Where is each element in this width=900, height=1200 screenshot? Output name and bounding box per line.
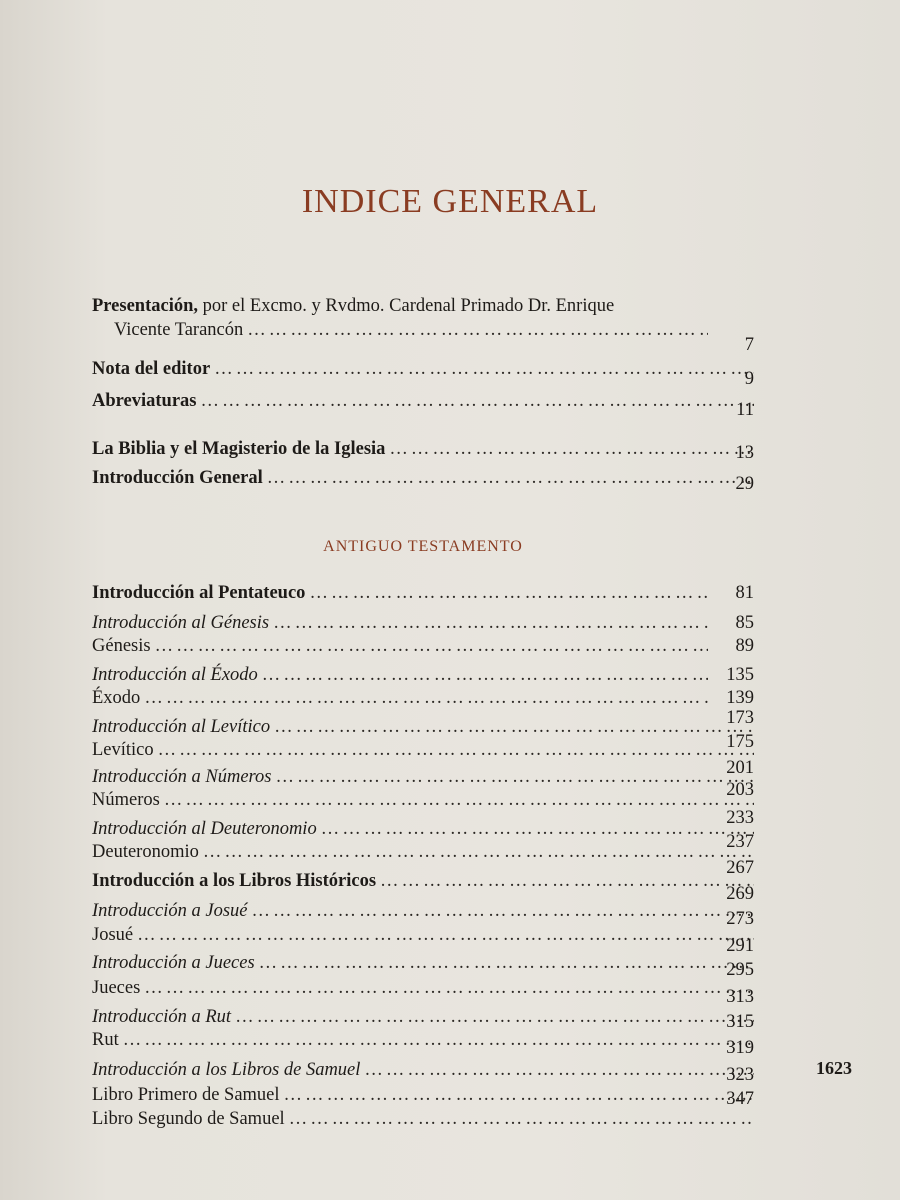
entry-label: La Biblia y el Magisterio de la Iglesia: [92, 439, 386, 459]
leader-dots: [389, 437, 754, 461]
page-number: 295: [726, 960, 754, 980]
toc-entry: [92, 466, 754, 490]
entry-label: Introducción a Rut: [92, 1007, 232, 1027]
entry-label: Introducción General: [92, 468, 263, 488]
toc-entry-presentation: [92, 294, 754, 318]
page-number: 89: [735, 636, 754, 656]
page-number: 291: [726, 936, 754, 956]
entry-label: Introducción al Levítico: [92, 717, 271, 737]
toc-page-row: [92, 1036, 754, 1060]
toc-presentation-page: [92, 333, 754, 357]
section-heading: ANTIGUO TESTAMENTO: [323, 538, 523, 555]
page-number: 347: [726, 1089, 754, 1109]
entry-label: Introducción a los Libros Históricos: [92, 871, 377, 891]
page-number: 11: [736, 400, 754, 420]
entry-label: Introducción al Éxodo: [92, 665, 258, 685]
page-number: 319: [726, 1038, 754, 1058]
entry-label: Introducción a Jueces: [92, 953, 255, 973]
page-number: 81: [735, 583, 754, 603]
leader-dots: [262, 663, 708, 687]
entry-label: Introducción a Josué: [92, 901, 248, 921]
toc-entry: [92, 663, 754, 687]
page-number: 273: [726, 909, 754, 929]
entry-label: Jueces: [92, 978, 141, 998]
page-number: 315: [726, 1012, 754, 1032]
page-number: 9: [744, 369, 754, 389]
page-number: 237: [726, 832, 754, 852]
leader-dots: [214, 357, 754, 381]
presentation-line1: por el Excmo. y Rvdmo. Cardenal Primado Dr. Enrique: [198, 296, 615, 316]
entry-label: Introducción al Génesis: [92, 613, 270, 633]
page-number: 267: [726, 858, 754, 878]
toc-entry: [92, 357, 754, 381]
page-number: 13: [735, 443, 754, 463]
page-number: 203: [726, 780, 754, 800]
toc-entry: [92, 389, 754, 413]
page-number: 135: [726, 665, 754, 685]
toc-entry: [92, 611, 754, 635]
page-title: INDICE GENERAL: [301, 183, 599, 220]
toc-entry: [92, 1107, 754, 1131]
entry-label: Levítico: [92, 740, 154, 760]
presentation-bold-label: Presentación,: [92, 296, 199, 316]
page-number: 201: [726, 758, 754, 778]
page-number: 323: [726, 1065, 754, 1085]
entry-label: Introducción a los Libros de Samuel: [92, 1060, 361, 1080]
page-number: 7: [744, 335, 754, 355]
leader-dots: [267, 466, 754, 490]
entry-label: Libro Primero de Samuel: [92, 1085, 280, 1105]
entry-label: Rut: [92, 1030, 119, 1050]
page-number: 29: [735, 474, 754, 494]
entry-label: Génesis: [92, 636, 151, 656]
leader-dots: [289, 1107, 754, 1131]
entry-label: Éxodo: [92, 688, 141, 708]
leader-dots: [155, 634, 708, 658]
toc-entry: [92, 581, 754, 605]
entry-label: Libro Segundo de Samuel: [92, 1109, 285, 1129]
entry-label: Introducción al Deuteronomio: [92, 819, 317, 839]
entry-label: Números: [92, 790, 160, 810]
entry-label: Deuteronomio: [92, 842, 199, 862]
leader-dots: [201, 389, 755, 413]
entry-label: Abreviaturas: [92, 391, 197, 411]
toc-entry: [92, 437, 754, 461]
leader-dots: [273, 611, 708, 635]
entry-label: Introducción a Números: [92, 767, 272, 787]
page-number: 175: [726, 732, 754, 752]
page-number: 139: [726, 688, 754, 708]
entry-label: Josué: [92, 925, 134, 945]
page-number: 313: [726, 987, 754, 1007]
folio-number: 1623: [816, 1058, 852, 1078]
entry-label: Introducción al Pentateuco: [92, 583, 306, 603]
page-number: 269: [726, 884, 754, 904]
page-number: 85: [735, 613, 754, 633]
entry-label: Nota del editor: [92, 359, 211, 379]
toc-entry: [92, 634, 754, 658]
page-number: 233: [726, 808, 754, 828]
leader-dots: [309, 581, 708, 605]
presentation-line2: Vicente Tarancón: [114, 320, 244, 340]
page-number: 173: [726, 708, 754, 728]
